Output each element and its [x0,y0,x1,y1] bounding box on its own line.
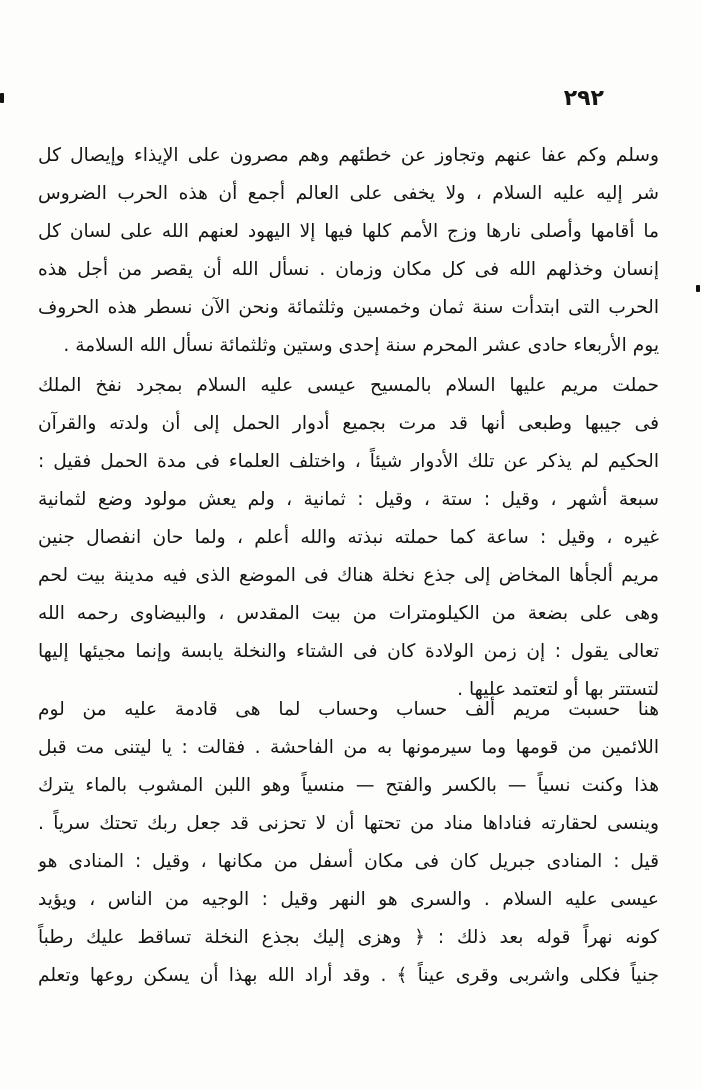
text-line: غيره ، وقيل : ساعة كما حملته نبذته والله أعلم ، ولما حان انفصال جنين [38,527,659,548]
text-line: تعالى يقول : إن زمن الولادة كان فى الشتاء والنخلة يابسة وإنما مجيئها إليها [38,641,659,662]
text-line: حملت مريم عليها السلام بالمسيح عيسى عليه السلام بمجرد نفخ الملك [38,375,659,396]
paragraph-maryam-birth [38,691,659,995]
text-line: شر إليه عليه السلام ، ولا يخفى على العالم أجمع أن هذه الحرب الضروس [38,183,659,204]
text-line: عيسى عليه السلام . والسرى هو النهر وقيل : الوجيه من الناس ، ويؤيد [38,889,659,910]
text-line: هنا حسبت مريم ألف حساب وحساب لما هى قادمة عليه من لوم [38,699,659,720]
text-line: وهى على بضعة من الكيلومترات من بيت المقدس ، والبيضاوى رحمه الله [38,603,659,624]
text-line: لتستتر بها أو لتعتمد عليها . [457,679,659,700]
text-line: سبعة أشهر ، وقيل : ستة ، وقيل : ثمانية ، ولم يعش مولود وضع لثمانية [38,489,659,510]
paragraph-maryam-pregnancy [38,367,659,709]
text-line: مريم ألجأها المخاض إلى جذع نخلة هناك فى الموضع الذى فيه مدينة بيت لحم [38,565,659,586]
text-line: كونه نهراً قوله بعد ذلك : ﴿ وهزى إليك بجذع النخلة تساقط عليك رطباً [38,927,659,948]
text-line: فى جيبها وطبعى أنها قد مرت بجميع أدوار الحمل إلى أن ولدته والقرآن [38,413,659,434]
text-line: يوم الأربعاء حادى عشر المحرم سنة إحدى وستين وثلثمائة نسأل الله السلامة . [63,335,659,356]
text-line: إنسان وخذلهم الله فى كل مكان وزمان . نسأل الله أن يقصر من أجل هذه [38,259,659,280]
text-line: الحرب التى ابتدأت سنة ثمان وخمسين وثلثمائة ونحن الآن نسطر هذه الحروف [38,297,659,318]
text-line: ما أقامها وأصلى نارها وزج الأمم كلها فيها إلا اليهود لعنهم الله على لسان كل [38,221,659,242]
scan-margin-mark [696,285,700,292]
text-line: جنياً فكلى واشربى وقرى عيناً ﴾ . وقد أراد الله بهذا أن يسكن روعها وتعلم [38,965,659,986]
text-line: هذا وكنت نسياً — بالكسر والفتح — منسياً وهو اللبن المشوب بالماء يترك [38,775,659,796]
text-line: وينسى لحقارته فناداها مناد من تحتها أن لا تحزنى قد جعل ربك تحتك سرياً . [38,813,659,834]
text-line: الحكيم لم يذكر عن تلك الأدوار شيئاً ، واختلف العلماء فى مدة الحمل فقيل : [38,451,659,472]
text-line: اللائمين من قومها وما سيرمونها به من الفاحشة . فقالت : يا ليتنى مت قبل [38,737,659,758]
paragraph-war-history [38,137,659,365]
text-line: وسلم وكم عفا عنهم وتجاوز عن خطئهم وهم مصرون على الإيذاء وإيصال كل [38,145,659,166]
scan-margin-mark [0,93,4,103]
page-number: ٢٩٢ [563,86,604,111]
text-line: قيل : المنادى جبريل كان فى مكان أسفل من مكانها ، وقيل : المنادى هو [38,851,659,872]
